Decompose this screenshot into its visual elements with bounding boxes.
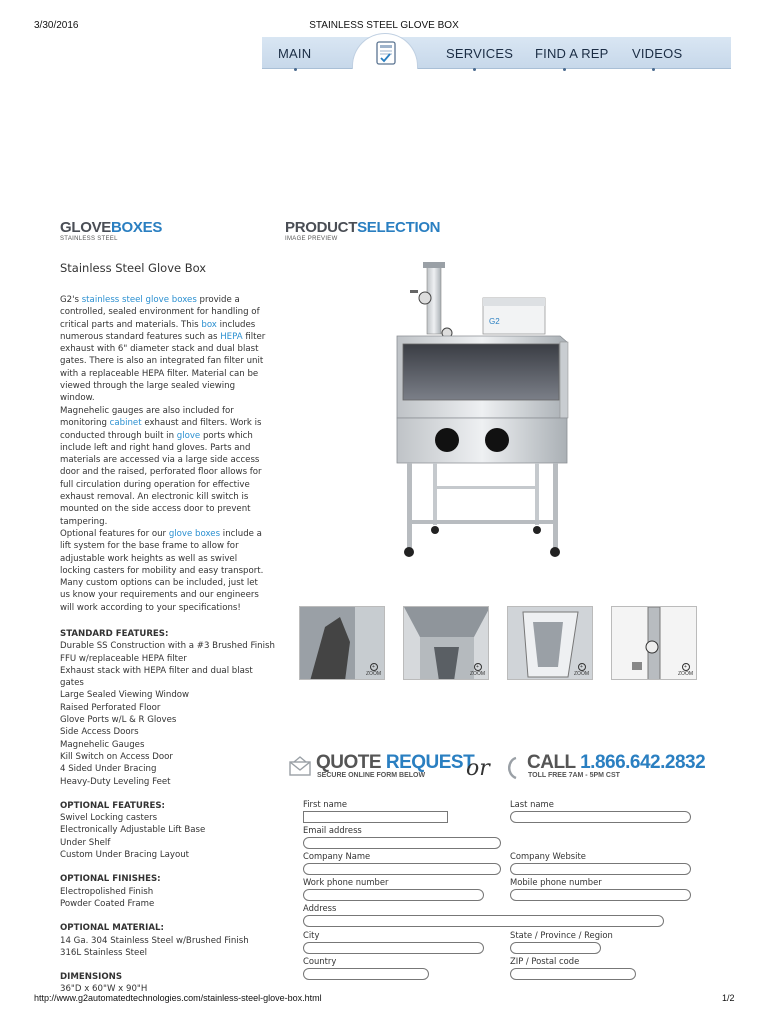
title-part: SELECTION [357, 219, 441, 236]
fan-unit-label: G2 [489, 317, 500, 326]
options-paragraph [60, 528, 270, 614]
zoom-label: ZOOM [470, 671, 485, 677]
footer-page-number: 1/2 [722, 993, 735, 1003]
list-item: 36"D x 60"W x 90"H [60, 984, 148, 995]
nav-indicator [563, 68, 566, 71]
standard-features-title: STANDARD FEATURES: [60, 629, 169, 639]
list-item: Under Shelf [60, 837, 111, 848]
optional-material-list [60, 935, 275, 960]
list-item: Swivel Locking casters [60, 813, 158, 824]
optional-finishes-title: OPTIONAL FINISHES: [60, 874, 161, 885]
list-item: Powder Coated Frame [60, 898, 155, 909]
zoom-badge [366, 663, 381, 677]
list-item: Magnehelic Gauges [60, 739, 145, 750]
zoom-label: ZOOM [574, 671, 589, 677]
title-part: PRODUCT [285, 219, 358, 236]
page-title: STAINLESS STEEL GLOVE BOX [309, 20, 459, 31]
list-item: Large Sealed Viewing Window [60, 690, 190, 701]
state-label: State / Province / Region [510, 930, 613, 940]
nav-services[interactable]: SERVICES [446, 46, 514, 61]
mobile-phone-label: Mobile phone number [510, 877, 602, 887]
inline-link[interactable]: stainless steel glove boxes [81, 295, 197, 305]
last-name-label: Last name [510, 799, 554, 809]
nav-indicator [294, 68, 297, 71]
phone-number[interactable]: 1.866.642.2832 [580, 752, 706, 773]
paragraph-text: exhaust and filters. Work is conducted through built in [60, 418, 262, 441]
optional-features-title: OPTIONAL FEATURES: [60, 800, 165, 811]
city-field[interactable] [303, 942, 484, 954]
section-title-gloveboxes [60, 219, 162, 236]
section-subtitle: IMAGE PREVIEW [285, 236, 338, 242]
list-item: Custom Under Bracing Layout [60, 850, 190, 861]
zoom-label: ZOOM [366, 671, 381, 677]
list-item: Exhaust stack with HEPA filter and dual blast gates [60, 665, 253, 689]
inline-link[interactable]: HEPA [220, 331, 243, 342]
list-item: Durable SS Construction with a #3 Brushed Finish [60, 641, 275, 652]
list-item: Kill Switch on Access Door [60, 751, 173, 762]
list-item: Raised Perforated Floor [60, 702, 161, 713]
address-field[interactable] [303, 915, 664, 927]
paragraph-text: filter exhaust with 6" diameter stack and dual blast gates. There is also an integrated fan filter unit with a replaceable HEPA filter. Material can be viewed through the large sealed viewing window. [60, 331, 266, 404]
first-name-label: First name [303, 799, 348, 809]
section-title-product-selection [285, 219, 440, 236]
email-label: Email address [303, 825, 362, 835]
list-item: Electropolished Finish [60, 886, 154, 897]
email-field[interactable] [303, 837, 501, 849]
intro-paragraph [60, 294, 270, 405]
product-heading: Stainless Steel Glove Box [60, 261, 207, 275]
thumbnail-1[interactable] [299, 606, 385, 680]
phone-icon [502, 756, 522, 780]
inline-link[interactable]: cabinet [109, 418, 142, 429]
zip-label: ZIP / Postal code [510, 956, 580, 966]
section-subtitle: STAINLESS STEEL [60, 236, 118, 242]
request-word: REQUEST [385, 752, 475, 773]
company-name-label: Company Name [303, 851, 371, 861]
or-text: or [466, 756, 490, 781]
dimensions-title: DIMENSIONS [60, 972, 123, 983]
quote-call-banner [286, 752, 706, 784]
nav-videos[interactable]: VIDEOS [632, 46, 683, 61]
quote-subtitle: SECURE ONLINE FORM BELOW [317, 772, 426, 779]
optional-finishes-list [60, 886, 275, 911]
paragraph-text: Optional features for our [60, 529, 169, 539]
zoom-icon: + [578, 663, 586, 671]
inline-link[interactable]: box [201, 319, 217, 330]
zoom-badge [574, 663, 589, 677]
title-part: BOXES [111, 219, 163, 236]
address-label: Address [303, 903, 337, 913]
paragraph-text: G2's [60, 295, 82, 305]
zoom-badge [470, 663, 485, 677]
last-name-field[interactable] [510, 811, 691, 823]
list-item: Heavy-Duty Leveling Feet [60, 776, 171, 787]
list-item: FFU w/replaceable HEPA filter [60, 653, 187, 664]
gauges-paragraph [60, 405, 270, 528]
thumbnail-4[interactable] [611, 606, 697, 680]
product-image-glove-box[interactable] [385, 258, 585, 560]
nav-indicator [473, 68, 476, 71]
zoom-badge [678, 663, 693, 677]
list-item: Electronically Adjustable Lift Base [60, 825, 206, 836]
call-heading [527, 752, 705, 774]
main-nav [262, 37, 731, 69]
nav-main[interactable]: MAIN [278, 46, 312, 61]
paragraph-text: includes numerous standard features such as [60, 319, 256, 342]
list-item: Side Access Doors [60, 727, 139, 738]
list-item: 14 Ga. 304 Stainless Steel w/Brushed Finish [60, 935, 249, 946]
inline-link[interactable]: glove boxes [168, 529, 221, 539]
footer-url: http://www.g2automatedtechnologies.com/stainless-steel-glove-box.html [34, 993, 322, 1003]
paragraph-text: provide a controlled, sealed environment for handling of critical parts and materials. This [60, 295, 260, 330]
print-date: 3/30/2016 [34, 20, 79, 31]
quote-word: QUOTE [316, 752, 382, 773]
company-website-field[interactable] [510, 863, 691, 875]
state-field[interactable] [510, 942, 601, 954]
optional-material-title: OPTIONAL MATERIAL: [60, 923, 164, 934]
standard-features-list [60, 640, 275, 788]
feature-lists [60, 628, 275, 996]
call-subtitle: TOLL FREE 7AM - 5PM CST [528, 772, 620, 779]
nav-find-a-rep[interactable]: FIND A REP [535, 46, 609, 61]
thumbnail-2[interactable] [403, 606, 489, 680]
title-part: GLOVE [60, 219, 112, 236]
work-phone-field[interactable] [303, 889, 484, 901]
list-item: Glove Ports w/L & R Gloves [60, 715, 177, 726]
nav-indicator [652, 68, 655, 71]
zoom-icon: + [474, 663, 482, 671]
list-item: 4 Sided Under Bracing [60, 764, 157, 775]
list-item: 316L Stainless Steel [60, 947, 147, 958]
zoom-icon: + [682, 663, 690, 671]
quote-heading [316, 752, 474, 774]
country-select[interactable] [303, 968, 429, 980]
work-phone-label: Work phone number [303, 877, 389, 887]
zoom-label: ZOOM [678, 671, 693, 677]
company-name-field[interactable] [303, 863, 501, 875]
nav-home[interactable] [352, 33, 418, 69]
company-website-label: Company Website [510, 851, 586, 861]
first-name-field[interactable] [303, 811, 448, 823]
envelope-icon [288, 756, 312, 778]
inline-link[interactable]: glove [176, 430, 201, 441]
paragraph-text: ports which include left and right hand gloves. Parts and materials are accessed via a large side access door and the raised, perforated floor allows for full circulation during operation for effective exhaust removal. An electronic kill switch is mounted on the side access door to prevent tampering. [60, 430, 262, 527]
thumbnail-3[interactable] [507, 606, 593, 680]
mobile-phone-field[interactable] [510, 889, 691, 901]
zip-field[interactable] [510, 968, 636, 980]
call-word: CALL [527, 752, 576, 773]
city-label: City [303, 930, 320, 940]
zoom-icon: + [370, 663, 378, 671]
country-label: Country [303, 956, 337, 966]
document-check-icon [374, 40, 398, 66]
paragraph-text: include a lift system for the base frame to allow for adjustable work heights as well as swivel locking casters for mobility and easy transport. Many custom options can be included, just let us know your requirements and our engineers will work according to your specifications! [60, 529, 264, 613]
optional-features-list [60, 812, 275, 861]
paragraph-text: Magnehelic gauges are also included for monitoring [60, 406, 234, 429]
